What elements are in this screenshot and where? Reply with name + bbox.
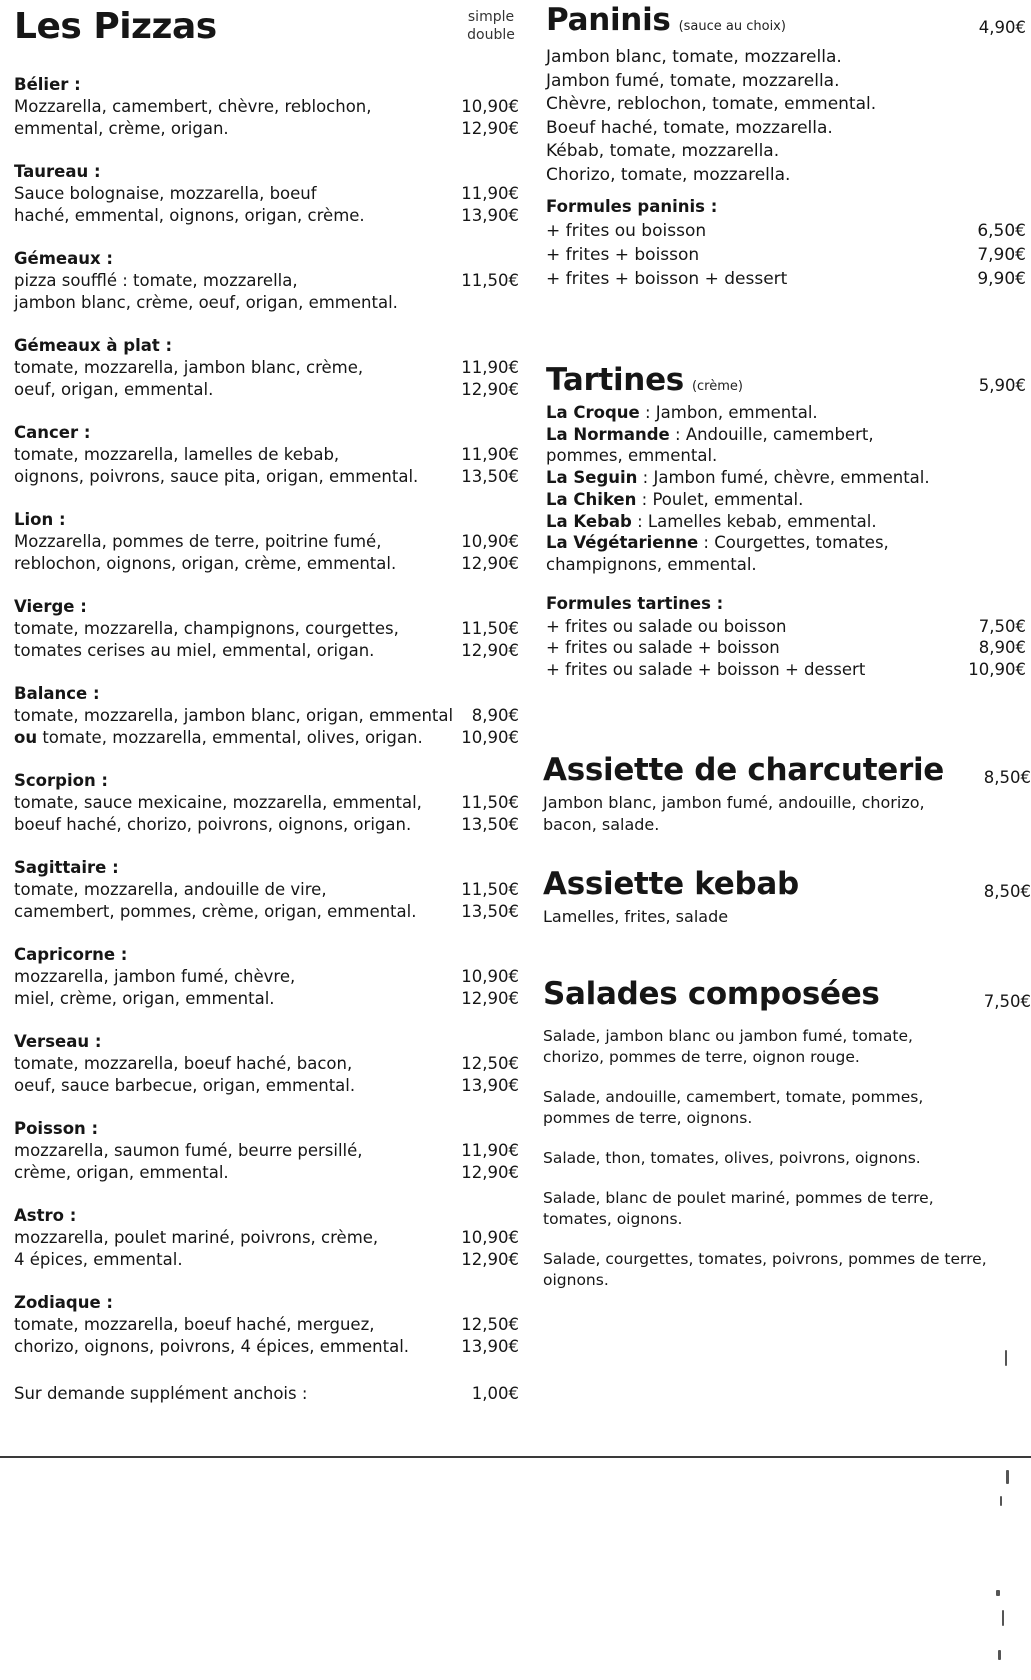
pizza-item	[14, 1205, 519, 1292]
tartine-formule	[546, 659, 1026, 681]
pizza-ingredients-text: tomate, mozzarella, boeuf haché, bacon,	[14, 1054, 353, 1073]
tartines-subtitle: (crème)	[691, 379, 743, 394]
page-divider-line	[0, 1456, 1031, 1458]
pizza-ingredients-text: emmental, crème, origan.	[14, 119, 229, 138]
panini-formule-price: 6,50€	[977, 221, 1026, 241]
panini-formule-price: 9,90€	[977, 269, 1026, 289]
pizza-item	[14, 74, 519, 161]
kebab-price: 8,50€	[983, 882, 1031, 901]
pizza-price: 10,90€	[461, 532, 519, 551]
pizza-price: 11,50€	[461, 619, 519, 638]
pizza-name-colon: :	[106, 858, 119, 877]
pizza-price: 12,90€	[461, 119, 519, 138]
pizza-name-text: Scorpion	[14, 771, 96, 790]
pizza-line	[14, 966, 519, 988]
pizza-price: 12,90€	[461, 1163, 519, 1182]
salades-title: Salades composées	[543, 976, 880, 1012]
pizza-name-text: Taureau	[14, 162, 89, 181]
pizza-name-colon: :	[159, 336, 173, 355]
pizza-name-text: Cancer	[14, 423, 79, 442]
salade-item	[543, 1148, 1003, 1169]
pizzas-title: Les Pizzas	[14, 6, 217, 47]
pizza-name-colon: :	[115, 945, 128, 964]
pizza-name-colon: :	[63, 1206, 77, 1225]
pizza-ingredients-text: oeuf, sauce barbecue, origan, emmental.	[14, 1076, 356, 1095]
tartines-formules-title: Formules tartines :	[546, 593, 724, 613]
panini-formule	[546, 243, 1026, 267]
tartines-formules	[546, 616, 1026, 681]
pizza-line	[14, 1075, 519, 1097]
pizza-ingredients	[14, 379, 213, 401]
pizza-price: 11,50€	[461, 271, 519, 290]
pizza-ingredients-text: miel, crème, origan, emmental.	[14, 989, 275, 1008]
panini-formule-text: + frites ou boisson	[546, 221, 707, 241]
panini-formule-text: + frites + boisson	[546, 245, 700, 265]
tartine-desc: Courgettes, tomates,	[714, 533, 889, 553]
panini-item: Boeuf haché, tomate, mozzarella.	[546, 117, 833, 138]
tartine-desc: Lamelles kebab, emmental.	[647, 511, 877, 531]
pizza-price: 10,90€	[461, 97, 519, 116]
tartines-section	[546, 362, 1026, 681]
tartine-separator: :	[639, 403, 656, 422]
pizza-ingredients	[14, 270, 298, 292]
pizza-item	[14, 509, 519, 596]
pizza-ingredients	[14, 1249, 183, 1271]
pizza-price: 13,50€	[461, 467, 519, 486]
pizza-ingredients-text: tomate, mozzarella, emmental, olives, origan.	[37, 728, 423, 747]
panini-item: Kébab, tomate, mozzarella.	[546, 141, 780, 161]
paninis-formules	[546, 219, 1026, 291]
pizza-ingredients	[14, 727, 423, 749]
pizza-name	[14, 944, 519, 966]
pizza-item	[14, 683, 519, 770]
salade-item	[543, 1026, 1003, 1068]
pizza-name-colon: :	[87, 684, 100, 703]
panini-item: Chèvre, reblochon, tomate, emmental.	[546, 94, 877, 114]
pizza-name	[14, 74, 519, 96]
pizza-ingredients-text: oeuf, origan, emmental.	[14, 380, 214, 399]
pizza-line	[14, 814, 519, 836]
pizza-price: 12,50€	[461, 1054, 519, 1073]
pizza-price: 12,50€	[461, 1315, 519, 1334]
pizza-ingredients	[14, 988, 275, 1010]
pizza-line	[14, 292, 519, 314]
pizza-price: 12,90€	[461, 380, 519, 399]
charcuterie-desc-line: Jambon blanc, jambon fumé, andouille, chorizo,	[543, 793, 925, 812]
pizza-ingredients-text: jambon blanc, crème, oeuf, origan, emmental.	[14, 293, 398, 312]
pizza-price: 11,50€	[461, 793, 519, 812]
tartine-item	[546, 402, 1026, 424]
pizza-ingredients	[14, 466, 418, 488]
pizza-name	[14, 1292, 519, 1314]
pizza-name-colon: :	[53, 510, 66, 529]
tartine-item	[546, 489, 1026, 511]
pizza-line	[14, 270, 519, 292]
pizza-ingredients-text: camembert, pommes, crème, origan, emmental.	[14, 902, 417, 921]
salade-line: pommes de terre, oignons.	[543, 1109, 753, 1127]
pizza-ingredients-text: tomate, mozzarella, andouille de vire,	[14, 880, 327, 899]
pizza-name-text: Bélier	[14, 75, 69, 94]
charcuterie-title: Assiette de charcuterie	[543, 752, 944, 788]
paninis-title	[546, 2, 1026, 38]
pizza-item	[14, 1292, 519, 1379]
pizza-line	[14, 553, 519, 575]
pizza-ingredients	[14, 553, 396, 575]
pizza-item	[14, 857, 519, 944]
pizza-ingredients	[14, 1336, 409, 1358]
pizza-name	[14, 335, 519, 357]
scan-speck	[996, 1590, 1000, 1596]
tartine-separator: :	[669, 424, 686, 444]
pizza-line	[14, 1249, 519, 1271]
pizza-ingredients-text: Sauce bolognaise, mozzarella, boeuf	[14, 184, 317, 203]
pizza-price: 11,90€	[461, 184, 519, 203]
pizza-ingredients-text: oignons, poivrons, sauce pita, origan, emmental.	[14, 467, 419, 486]
tartine-name: La Végétarienne	[546, 533, 699, 553]
tartine-name: La Seguin	[546, 468, 638, 488]
pizza-price: 11,50€	[461, 880, 519, 899]
pizza-price: 10,90€	[461, 967, 519, 986]
pizza-ingredients	[14, 205, 365, 227]
pizza-name	[14, 596, 519, 618]
pizza-price: 13,90€	[461, 1076, 519, 1095]
pizza-ingredients-text: 4 épices, emmental.	[14, 1250, 183, 1269]
pizza-item	[14, 1118, 519, 1205]
pizza-line	[14, 379, 519, 401]
pizza-price: 11,90€	[461, 358, 519, 377]
tartine-separator: :	[637, 468, 654, 488]
tartine-desc-cont: champignons, emmental.	[546, 554, 757, 574]
pizza-name-colon: :	[95, 771, 109, 790]
salade-line: oignons.	[543, 1271, 609, 1289]
tartine-item	[546, 511, 1026, 533]
panini-formule-price: 7,90€	[977, 245, 1026, 265]
tartines-list	[546, 402, 1026, 576]
pizza-line	[14, 727, 519, 749]
pizza-name-text: Gémeaux à plat	[14, 336, 160, 355]
pizza-ingredients-text: mozzarella, jambon fumé, chèvre,	[14, 967, 296, 986]
pizza-name-text: Poisson	[14, 1119, 86, 1138]
pizza-price: 11,90€	[461, 1141, 519, 1160]
pizza-name	[14, 683, 519, 705]
tartine-desc-cont: pommes, emmental.	[546, 446, 718, 466]
tartine-name: La Normande	[546, 424, 670, 444]
pizza-name-text: Sagittaire	[14, 858, 107, 877]
salade-line: Salade, thon, tomates, olives, poivrons, oignons.	[543, 1149, 921, 1167]
pizza-name-colon: :	[100, 249, 113, 268]
pizza-line	[14, 1314, 519, 1336]
tartine-formule	[546, 616, 1026, 638]
pizza-ingredients-text: chorizo, oignons, poivrons, 4 épices, emmental.	[14, 1337, 410, 1356]
kebab-title: Assiette kebab	[543, 866, 799, 902]
panini-item: Jambon blanc, tomate, mozzarella.	[546, 47, 842, 67]
pizza-item	[14, 1031, 519, 1118]
tartine-formule-price: 8,90€	[978, 638, 1026, 658]
pizza-ingredients	[14, 96, 372, 118]
pizza-item	[14, 944, 519, 1031]
pizza-name	[14, 509, 519, 531]
pizza-name-text: Lion	[14, 510, 54, 529]
pizza-ingredients-text: tomate, mozzarella, boeuf haché, merguez,	[14, 1315, 375, 1334]
tartine-formule-price: 7,50€	[978, 616, 1026, 636]
paninis-subtitle: (sauce au choix)	[678, 19, 786, 34]
pizza-line	[14, 183, 519, 205]
pizza-line	[14, 1140, 519, 1162]
pizza-name	[14, 857, 519, 879]
pizza-item	[14, 770, 519, 857]
tartine-formule	[546, 637, 1026, 659]
tartine-separator: :	[698, 533, 715, 553]
pizza-price: 12,90€	[461, 641, 519, 660]
pizza-name	[14, 1031, 519, 1053]
pizza-line	[14, 1053, 519, 1075]
salade-line: tomates, oignons.	[543, 1210, 683, 1228]
pizza-name-text: Balance	[14, 684, 88, 703]
charcuterie-section	[543, 752, 1031, 835]
pizza-ingredients-text: tomates cerises au miel, emmental, origan.	[14, 641, 375, 660]
pizza-price: 12,90€	[461, 554, 519, 573]
pizza-ingredients	[14, 1053, 352, 1075]
salade-item	[543, 1188, 1003, 1230]
pizza-item	[14, 596, 519, 683]
pizza-price: 13,90€	[461, 1337, 519, 1356]
pizza-name-text: Gémeaux	[14, 249, 101, 268]
pizza-ingredients	[14, 1140, 363, 1162]
scan-speck	[998, 1650, 1001, 1660]
tartines-title	[546, 362, 1026, 398]
pizza-ingredients-text: mozzarella, poulet mariné, poivrons, crème,	[14, 1228, 379, 1247]
pizza-line	[14, 640, 519, 662]
paninis-formules-title: Formules paninis :	[546, 197, 718, 216]
pizza-line	[14, 357, 519, 379]
pizza-name-text: Zodiaque	[14, 1293, 101, 1312]
pizza-ingredients-text: Mozzarella, camembert, chèvre, reblochon,	[14, 97, 372, 116]
tartine-separator: :	[631, 511, 648, 531]
kebab-desc: Lamelles, frites, salade	[543, 907, 729, 926]
pizza-line	[14, 466, 519, 488]
tartine-formule-text: + frites ou salade ou boisson	[546, 616, 787, 636]
charcuterie-desc-line: bacon, salade.	[543, 814, 660, 834]
pizza-name-text: Astro	[14, 1206, 64, 1225]
pizza-item	[14, 422, 519, 509]
pizza-ingredients	[14, 792, 422, 814]
charcuterie-desc	[543, 792, 1031, 835]
salade-line: Salade, jambon blanc ou jambon fumé, tomate,	[543, 1027, 913, 1045]
pizza-ingredients	[14, 966, 295, 988]
pizza-item	[14, 248, 519, 335]
pizza-ingredients	[14, 1227, 378, 1249]
pizza-ingredients	[14, 357, 363, 379]
pizza-ingredients	[14, 640, 374, 662]
pizza-name-text: Capricorne	[14, 945, 116, 964]
pizza-name	[14, 161, 519, 183]
supplement-note	[14, 1382, 519, 1406]
tartines-formules-title-text: Formules tartines	[546, 593, 711, 613]
pizza-price: 10,90€	[461, 1228, 519, 1247]
pizza-or-label: ou	[14, 728, 38, 747]
col-double-label: double	[467, 27, 515, 43]
pizza-ingredients	[14, 814, 411, 836]
panini-item: Jambon fumé, tomate, mozzarella.	[546, 70, 840, 91]
pizza-ingredients-text: tomate, mozzarella, champignons, courgettes,	[14, 619, 399, 638]
paninis-list	[546, 46, 1026, 187]
pizza-line	[14, 705, 519, 727]
pizza-name	[14, 1118, 519, 1140]
pizza-ingredients	[14, 118, 229, 140]
pizza-ingredients-text: tomate, sauce mexicaine, mozzarella, emmental,	[14, 793, 422, 812]
tartine-item	[546, 467, 1026, 489]
pizza-ingredients	[14, 901, 416, 923]
price-columns-legend	[456, 8, 526, 44]
pizza-price: 12,90€	[461, 1250, 519, 1269]
pizza-price: 13,90€	[461, 206, 519, 225]
paninis-price: 4,90€	[978, 18, 1026, 37]
paninis-formules-title-text: Formules paninis	[546, 197, 705, 216]
tartine-name: La Chiken	[546, 489, 637, 509]
pizza-ingredients-text: tomate, mozzarella, lamelles de kebab,	[14, 445, 340, 464]
tartine-formule-text: + frites ou salade + boisson + dessert	[546, 660, 866, 679]
pizza-ingredients	[14, 444, 339, 466]
salade-line: chorizo, pommes de terre, oignon rouge.	[543, 1048, 860, 1066]
scan-speck	[1005, 1350, 1007, 1366]
pizza-line	[14, 988, 519, 1010]
salade-line: Salade, blanc de poulet mariné, pommes de terre,	[543, 1189, 934, 1207]
pizza-line	[14, 205, 519, 227]
pizza-ingredients-text: boeuf haché, chorizo, poivrons, oignons, origan.	[14, 815, 412, 834]
pizza-name-colon: :	[68, 75, 81, 94]
pizza-name	[14, 1205, 519, 1227]
pizza-name-colon: :	[100, 1293, 113, 1312]
pizza-price: 10,90€	[461, 728, 519, 747]
pizza-name-text: Verseau	[14, 1032, 90, 1051]
pizza-ingredients-text: tomate, mozzarella, jambon blanc, origan, emmental	[14, 706, 454, 725]
tartine-desc: Andouille, camembert,	[685, 424, 874, 444]
scan-speck	[1006, 1470, 1009, 1484]
pizza-line	[14, 1336, 519, 1358]
pizza-name	[14, 422, 519, 444]
pizza-line	[14, 618, 519, 640]
pizza-name-colon: :	[85, 1119, 99, 1138]
tartine-name: La Croque	[546, 403, 640, 422]
pizza-line	[14, 118, 519, 140]
tartine-desc: Poulet, emmental.	[652, 489, 804, 509]
pizza-price: 12,90€	[461, 989, 519, 1008]
pizza-ingredients-text: crème, origan, emmental.	[14, 1163, 229, 1182]
salade-line: Salade, courgettes, tomates, poivrons, pommes de terre,	[543, 1250, 987, 1268]
tartine-name: La Kebab	[546, 511, 632, 531]
tartines-title-text: Tartines	[546, 362, 684, 398]
tartine-desc: Jambon fumé, chèvre, emmental.	[653, 468, 930, 488]
scan-speck	[1000, 1496, 1002, 1506]
tartine-item	[546, 532, 1026, 554]
pizza-ingredients	[14, 879, 327, 901]
supplement-price: 1,00€	[471, 1384, 519, 1403]
pizza-list	[14, 74, 519, 1379]
pizza-name-colon: :	[89, 1032, 102, 1051]
panini-formule	[546, 219, 1026, 243]
supplement-text: Sur demande supplément anchois :	[14, 1384, 308, 1403]
paninis-title-text: Paninis	[546, 2, 671, 38]
pizza-line	[14, 901, 519, 923]
pizza-ingredients	[14, 1162, 229, 1184]
pizza-price: 13,50€	[461, 815, 519, 834]
pizza-ingredients	[14, 183, 317, 205]
salades-price: 7,50€	[983, 992, 1031, 1011]
pizza-ingredients-text: mozzarella, saumon fumé, beurre persillé,	[14, 1141, 363, 1160]
tartine-desc: Jambon, emmental.	[655, 403, 818, 422]
pizza-line	[14, 96, 519, 118]
pizza-item	[14, 335, 519, 422]
pizzas-header	[14, 6, 514, 56]
panini-formule	[546, 267, 1026, 291]
pizza-ingredients	[14, 292, 398, 314]
pizza-ingredients-text: pizza soufflé : tomate, mozzarella,	[14, 271, 298, 290]
panini-formule-text: + frites + boisson + dessert	[546, 269, 788, 289]
salades-list	[543, 1026, 1031, 1291]
pizza-ingredients-text: tomate, mozzarella, jambon blanc, crème,	[14, 358, 364, 377]
pizza-line	[14, 531, 519, 553]
pizza-name-text: Vierge	[14, 597, 75, 616]
scan-speck	[1002, 1610, 1004, 1626]
tartines-price: 5,90€	[978, 376, 1026, 395]
tartine-formule-price: 10,90€	[968, 660, 1026, 679]
tartine-formule-text: + frites ou salade + boisson	[546, 638, 780, 658]
pizza-ingredients	[14, 618, 399, 640]
pizza-ingredients	[14, 531, 381, 553]
pizza-line	[14, 1227, 519, 1249]
tartine-item	[546, 424, 1026, 446]
tartine-separator: :	[636, 489, 653, 509]
kebab-section	[543, 866, 1031, 928]
pizza-name-colon: :	[74, 597, 87, 616]
pizza-ingredients	[14, 705, 453, 727]
pizza-ingredients-text: haché, emmental, oignons, origan, crème.	[14, 206, 365, 225]
pizza-line	[14, 444, 519, 466]
paninis-section	[546, 2, 1026, 291]
salade-item	[543, 1087, 1003, 1129]
pizza-item	[14, 161, 519, 248]
pizza-price: 13,50€	[461, 902, 519, 921]
pizza-line	[14, 1162, 519, 1184]
col-simple-label: simple	[467, 9, 515, 25]
pizza-line	[14, 879, 519, 901]
pizza-price: 8,90€	[471, 706, 519, 725]
pizza-line	[14, 792, 519, 814]
pizza-price: 11,90€	[461, 445, 519, 464]
pizza-ingredients	[14, 1314, 374, 1336]
charcuterie-price: 8,50€	[983, 768, 1031, 787]
pizza-ingredients	[14, 1075, 355, 1097]
pizza-name	[14, 770, 519, 792]
salade-line: Salade, andouille, camembert, tomate, pommes,	[543, 1088, 924, 1106]
pizza-name-colon: :	[78, 423, 91, 442]
panini-item: Chorizo, tomate, mozzarella.	[546, 164, 791, 185]
pizza-ingredients-text: reblochon, oignons, origan, crème, emmental.	[14, 554, 397, 573]
pizza-name-colon: :	[88, 162, 101, 181]
pizza-ingredients-text: Mozzarella, pommes de terre, poitrine fumé,	[14, 532, 382, 551]
salade-item	[543, 1249, 1003, 1291]
salades-section	[543, 976, 1031, 1310]
pizza-name	[14, 248, 519, 270]
